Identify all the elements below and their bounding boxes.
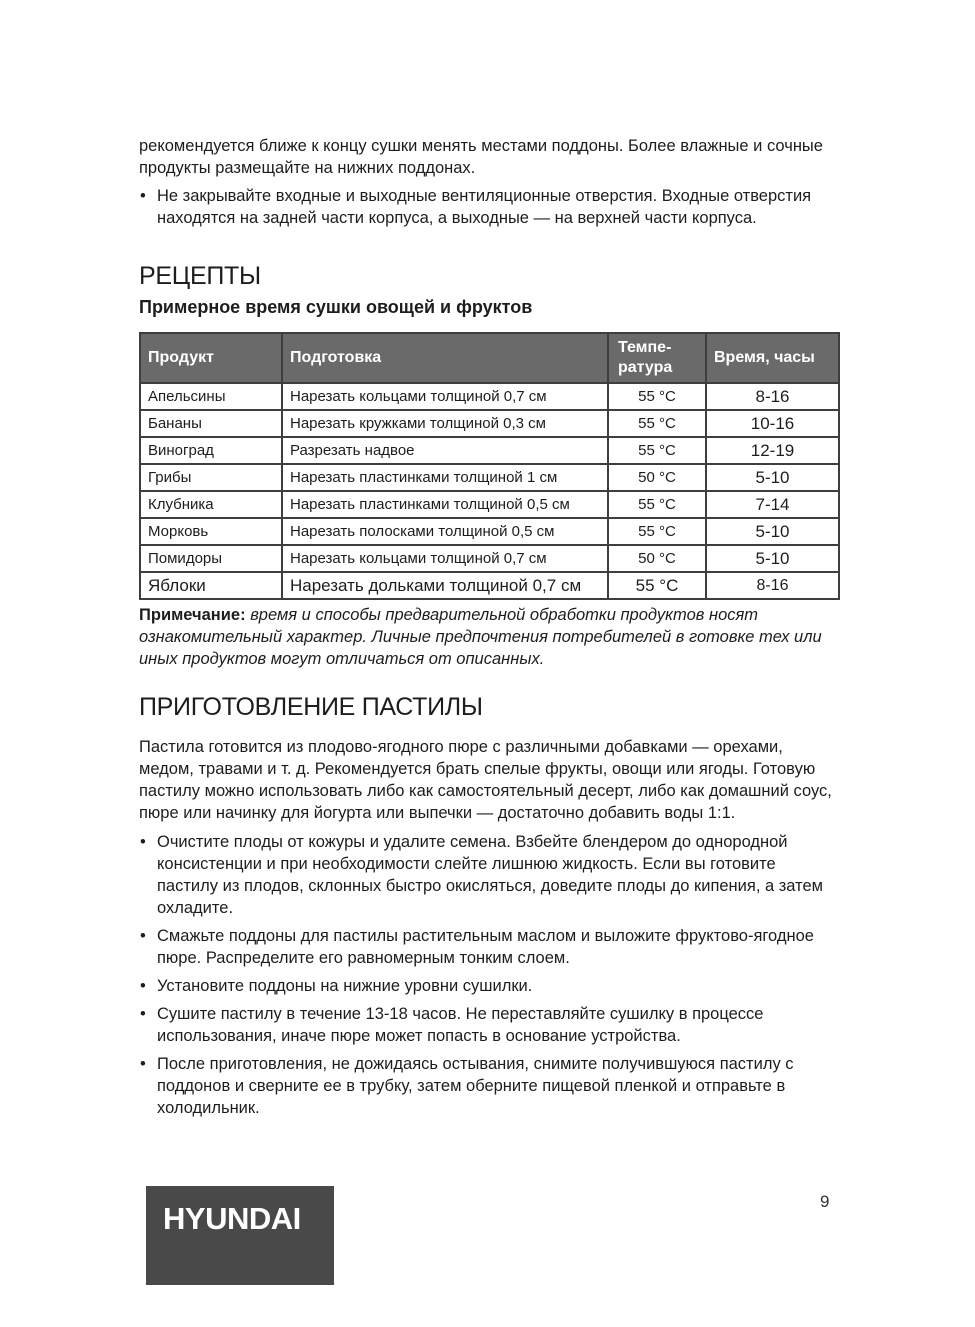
cell-time: 12-19 [706, 437, 839, 464]
cell-product: Грибы [140, 464, 282, 491]
cell-preparation: Нарезать кольцами толщиной 0,7 см [282, 383, 608, 410]
pastila-step: • Установите поддоны на нижние уровни сушилки. [139, 975, 839, 997]
page-content [139, 135, 839, 1119]
cell-time: 5-10 [706, 464, 839, 491]
page-number: 9 [820, 1192, 830, 1211]
table-header-row [140, 333, 839, 383]
cell-preparation: Нарезать дольками толщиной 0,7 см [282, 572, 608, 599]
cell-temperature: 55 °C [608, 383, 706, 410]
pastila-step: • Смажьте поддоны для пастилы растительным маслом и выложите фруктово-ягодное пюре. Распределите его равномерным тонким слоем. [139, 925, 839, 969]
cell-time: 5-10 [706, 545, 839, 572]
intro-bullet-list [139, 185, 839, 229]
header-time: Время, часы [706, 333, 839, 383]
table-row [140, 518, 839, 545]
pastila-heading: ПРИГОТОВЛЕНИЕ ПАСТИЛЫ [139, 693, 483, 721]
table-row [140, 383, 839, 410]
cell-temperature: 55 °C [608, 518, 706, 545]
pastila-step: • Очистите плоды от кожуры и удалите семена. Взбейте блендером до однородной консистенции и при необходимости слейте лишнюю жидкость. Если вы готовите пастилу из плодов, склонных быстро окисляться, доведите плоды до кипения, а затем охладите. [139, 831, 839, 919]
cell-temperature: 55 °C [608, 437, 706, 464]
cell-temperature: 55 °C [608, 491, 706, 518]
pastila-step: • После приготовления, не дожидаясь остывания, снимите получившуюся пастилу с поддонов и сверните ее в трубку, затем оберните пищевой пленкой и отправьте в холодильник. [139, 1053, 839, 1119]
cell-product: Морковь [140, 518, 282, 545]
cell-product: Бананы [140, 410, 282, 437]
cell-time: 8-16 [706, 383, 839, 410]
cell-time: 8-16 [706, 572, 839, 599]
pastila-steps [139, 831, 839, 1119]
cell-preparation: Нарезать кольцами толщиной 0,7 см [282, 545, 608, 572]
pastila-step: • Сушите пастилу в течение 13-18 часов. Не переставляйте сушилку в процессе использования, иначе пюре может попасть в основание устройства. [139, 1003, 839, 1047]
header-preparation: Подготовка [282, 333, 608, 383]
cell-preparation: Нарезать пластинками толщиной 0,5 см [282, 491, 608, 518]
note-label: Примечание: [139, 606, 246, 624]
cell-product: Апельсины [140, 383, 282, 410]
table-note [139, 604, 839, 670]
cell-preparation: Нарезать пластинками толщиной 1 см [282, 464, 608, 491]
header-product: Продукт [140, 333, 282, 383]
pastila-intro: Пастила готовится из плодово-ягодного пюре с различными добавками — орехами, медом, травами и т. д. Рекомендуется брать спелые фрукты, овощи или ягоды. Готовую пастилу можно использовать либо как самостоятельный десерт, либо как домашний соус, пюре или начинку для йогурта или выпечки — достаточно добавить воды 1:1. [139, 738, 832, 822]
header-temperature: Темпе-ратура [608, 333, 706, 383]
brand-logo [146, 1186, 334, 1285]
intro-continuation: рекомендуется ближе к концу сушки менять местами поддоны. Более влажные и сочные продукты размещайте на нижних поддонах. [139, 137, 823, 177]
table-row [140, 545, 839, 572]
cell-temperature: 55 °C [608, 572, 706, 599]
cell-temperature: 50 °C [608, 545, 706, 572]
table-row [140, 437, 839, 464]
cell-time: 10-16 [706, 410, 839, 437]
table-row [140, 464, 839, 491]
cell-temperature: 55 °C [608, 410, 706, 437]
cell-product: Клубника [140, 491, 282, 518]
table-title: Примерное время сушки овощей и фруктов [139, 297, 533, 317]
cell-preparation: Разрезать надвое [282, 437, 608, 464]
cell-temperature: 50 °C [608, 464, 706, 491]
cell-product: Виноград [140, 437, 282, 464]
recipes-heading: РЕЦЕПТЫ [139, 262, 261, 290]
cell-preparation: Нарезать кружками толщиной 0,3 см [282, 410, 608, 437]
cell-product: Помидоры [140, 545, 282, 572]
cell-time: 5-10 [706, 518, 839, 545]
cell-preparation: Нарезать полосками толщиной 0,5 см [282, 518, 608, 545]
cell-product: Яблоки [140, 572, 282, 599]
brand-logo-text: HYUNDAI [163, 1201, 301, 1236]
intro-bullet: • Не закрывайте входные и выходные вентиляционные отверстия. Входные отверстия находятся на задней части корпуса, а выходные — на верхней части корпуса. [139, 185, 839, 229]
table-row [140, 491, 839, 518]
table-row [140, 572, 839, 599]
table-row [140, 410, 839, 437]
cell-time: 7-14 [706, 491, 839, 518]
note-text: время и способы предварительной обработки продуктов носят ознакомительный характер. Личные предпочтения потребителей в готовке тех или иных продуктов могут отличаться от описанных. [139, 606, 822, 668]
drying-time-table [139, 332, 840, 600]
